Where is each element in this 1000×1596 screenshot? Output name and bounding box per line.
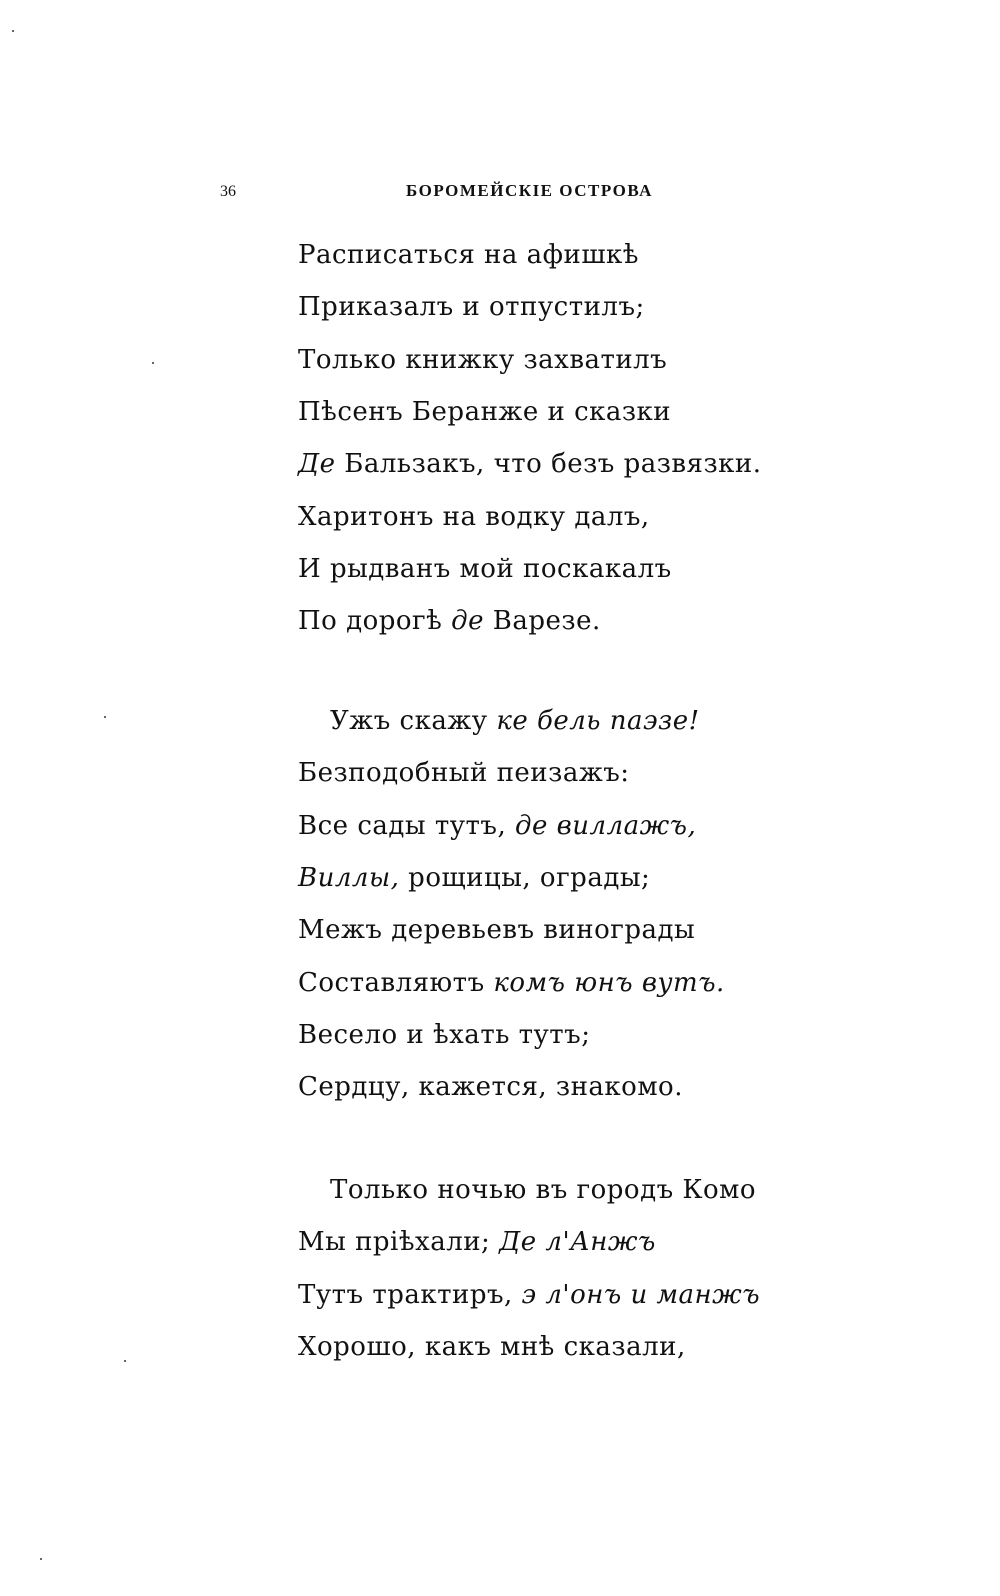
text-segment: Только ночью въ городъ Комо	[330, 1175, 757, 1205]
text-segment: Расписаться на афишкѣ	[298, 240, 639, 270]
text-segment: Все сады тутъ,	[298, 810, 515, 841]
scan-speck	[40, 1558, 42, 1560]
text-segment: Пѣсенъ Беранже и сказки	[298, 396, 672, 427]
poem-line	[330, 1175, 756, 1205]
poem-line	[298, 292, 645, 322]
text-segment: Тутъ трактиръ,	[298, 1279, 522, 1310]
italic-segment: де	[451, 606, 484, 637]
text-segment: Приказалъ и отпустилъ;	[298, 292, 645, 323]
poem-line	[298, 968, 725, 998]
running-head: БОРОМЕЙСКІЕ ОСТРОВА	[406, 181, 653, 200]
poem-line	[298, 554, 672, 584]
italic-segment: де виллажъ,	[515, 810, 697, 841]
scan-speck	[12, 30, 14, 32]
poem-line	[298, 811, 696, 841]
scan-speck	[124, 1360, 126, 1362]
text-segment: Варезе.	[484, 606, 601, 637]
scan-speck	[152, 362, 154, 364]
page-number: 36	[220, 183, 236, 200]
poem-line	[298, 1280, 760, 1310]
poem-line	[298, 1072, 683, 1102]
poem-line	[298, 449, 762, 479]
text-segment: Бальзакъ, что безъ развязки.	[335, 449, 762, 480]
poem-line	[298, 240, 639, 270]
text-segment: Сердцу, кажется, знакомо.	[298, 1072, 683, 1103]
text-segment: И рыдванъ мой поскакалъ	[298, 553, 672, 584]
text-segment: По дорогѣ	[298, 606, 452, 637]
poem-line	[298, 915, 695, 945]
poem-line	[298, 863, 650, 893]
poem-line	[298, 1020, 590, 1050]
text-segment: Только книжку захватилъ	[298, 344, 668, 375]
italic-segment: Виллы,	[298, 862, 400, 893]
poem-line	[298, 502, 650, 532]
text-segment: Безподобный пеизажъ:	[298, 758, 630, 789]
poem-line	[298, 397, 671, 427]
poem-line	[298, 1227, 656, 1257]
poem-line	[298, 606, 601, 636]
poem-line	[330, 706, 700, 736]
italic-segment: э л'онъ и манжъ	[521, 1279, 761, 1310]
italic-segment: Де л'Анжъ	[499, 1227, 656, 1258]
text-segment: Весело и ѣхать тутъ;	[298, 1019, 591, 1050]
text-segment: Харитонъ на водку далъ,	[298, 501, 650, 532]
poem-line	[298, 758, 630, 788]
poem-line	[298, 1332, 686, 1362]
italic-segment: комъ юнъ вутъ.	[493, 967, 725, 998]
poem-line	[298, 345, 667, 375]
text-segment: Хорошо, какъ мнѣ сказали,	[298, 1331, 686, 1362]
text-segment: Мы пріѣхали;	[298, 1227, 500, 1258]
italic-segment: Де	[298, 449, 336, 480]
scan-speck	[104, 716, 106, 718]
text-segment: Ужъ скажу	[330, 706, 497, 736]
text-segment: Межъ деревьевъ винограды	[298, 915, 696, 946]
italic-segment: ке бель паэзе!	[496, 706, 700, 736]
text-segment: Составляютъ	[298, 967, 494, 998]
text-segment: рощицы, ограды;	[399, 862, 651, 893]
